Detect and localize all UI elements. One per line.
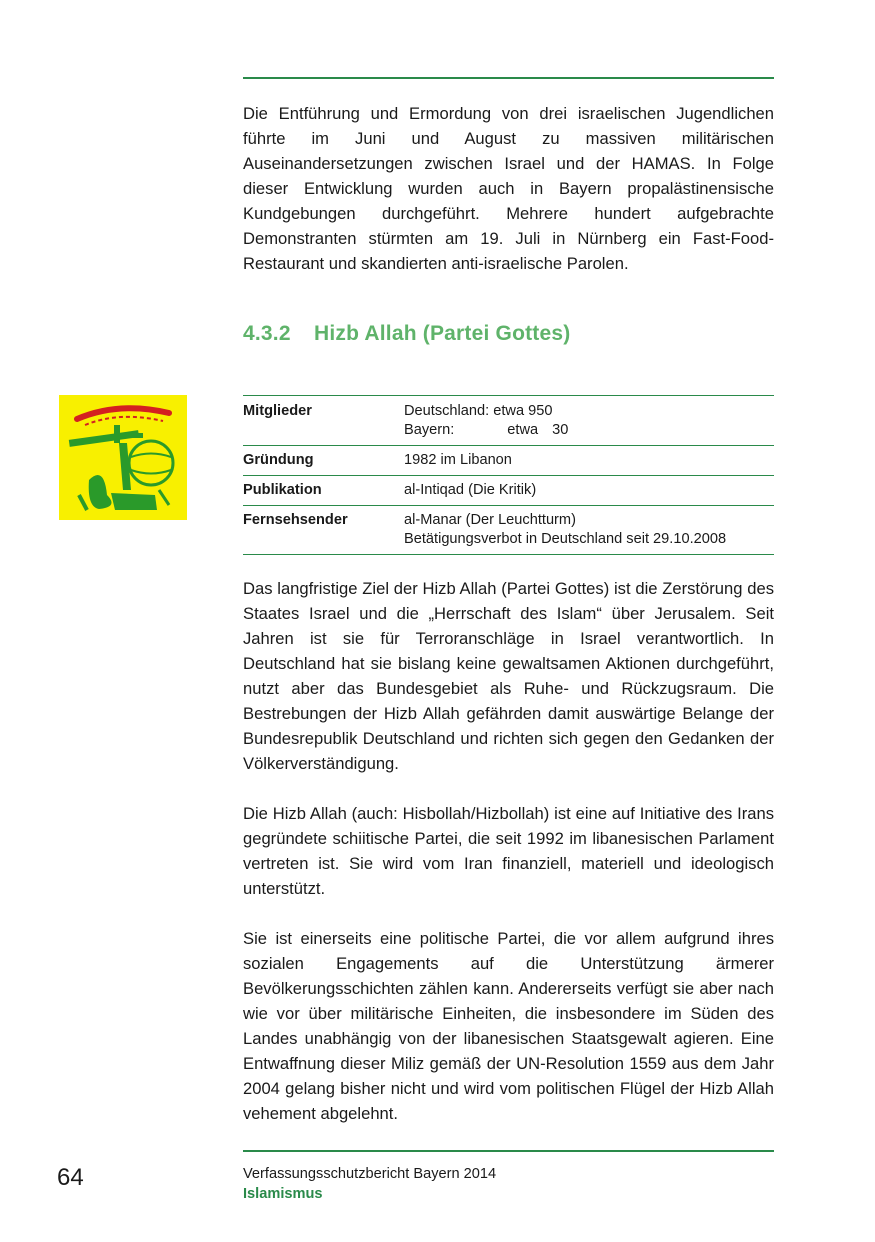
intro-paragraph: Die Entführung und Ermordung von drei israelischen Jugendlichen führte im Juni und August zu massiven militärischen Auseinandersetzungen zwischen Israel und der HAMAS. In Folge dieser Entwicklung wurden auch in Bayern propalästinensische Kundgebungen durchgeführt. Mehrere hundert aufgebrachte Demonstranten stürmten am 19. Juli in Nürnberg ein Fast-Food-Restaurant und skandierten anti-israelische Parolen. [243,104,774,273]
paragraph-origin: Die Hizb Allah (auch: Hisbollah/Hizbollah) ist eine auf Initiative des Irans gegründete schiitische Partei, die seit 1992 im libanesischen Parlament vertreten ist. Sie wird vom Iran finanziell, materiell und ideologisch unterstützt. [243,804,774,898]
paragraph-goals: Das langfristige Ziel der Hizb Allah (Partei Gottes) ist die Zerstörung des Staates Israel und die „Herrschaft des Islam“ über Jerusalem. Seit Jahren ist sie für Terroranschläge in Israel verantwortlich. In Deutschland hat sie bislang keine gewaltsamen Aktionen durchgeführt, nutzt aber das Bundesgebiet als Ruhe- und Rückzugsraum. Die Bestrebungen der Hizb Allah gefährden damit auswärtige Belange der Bundesrepublik Deutschland und richten sich gegen den Gedanken der Völkerverständigung. [243,579,774,773]
page-number: 64 [57,1164,84,1191]
paragraph-structure: Sie ist einerseits eine politische Partei, die vor allem aufgrund ihres sozialen Engagements auf die Unterstützung ärmerer Bevölkerungsschichten zählen kann. Andererseits verfügt sie aber nach wie vor über militärische Einheiten, die insbesondere im Süden des Landes unabhängig von der libanesischen Staatsgewalt agieren. Eine Entwaffnung dieser Miliz gemäß der UN-Resolution 1559 aus dem Jahr 2004 gelang bisher nicht und wird vom politischen Flügel der Hizb Allah vehement abgelehnt. [243,929,774,1123]
tv-value-cell [404,506,774,555]
founding-value: 1982 im Libanon [404,452,512,468]
members-bavaria-value: 30 [552,422,569,438]
members-germany-label: Deutschland: [404,403,490,419]
founding-label: Gründung [243,452,314,468]
bottom-rule [243,1150,774,1152]
table-row [243,476,774,506]
publication-value: al-Intiqad (Die Kritik) [404,482,537,498]
members-label: Mitglieder [243,403,312,419]
table-row [243,446,774,476]
members-germany-value: etwa 950 [493,403,553,419]
top-rule [243,77,774,79]
members-germany [404,402,774,421]
members-bavaria [404,421,774,440]
table-row [243,396,774,446]
footer-report-title: Verfassungsschutzbericht Bayern 2014 [243,1166,497,1182]
tv-note: Betätigungsverbot in Deutschland seit 29.10.2008 [404,531,727,547]
hizb-allah-flag-emblem-icon [59,395,187,520]
flag-emblem-graphic [59,395,187,520]
tv-label: Fernsehsender [243,512,348,528]
section-heading [243,322,570,346]
members-bavaria-label: Bayern: [404,422,455,438]
facts-table [243,395,774,555]
section-title: Hizb Allah (Partei Gottes) [314,322,571,345]
members-bavaria-prefix: etwa [507,422,539,438]
publication-label: Publikation [243,482,322,498]
table-row [243,506,774,555]
section-number: 4.3.2 [243,322,291,345]
members-value [404,396,774,446]
footer-section-name: Islamismus [243,1186,323,1202]
tv-value: al-Manar (Der Leuchtturm) [404,512,576,528]
